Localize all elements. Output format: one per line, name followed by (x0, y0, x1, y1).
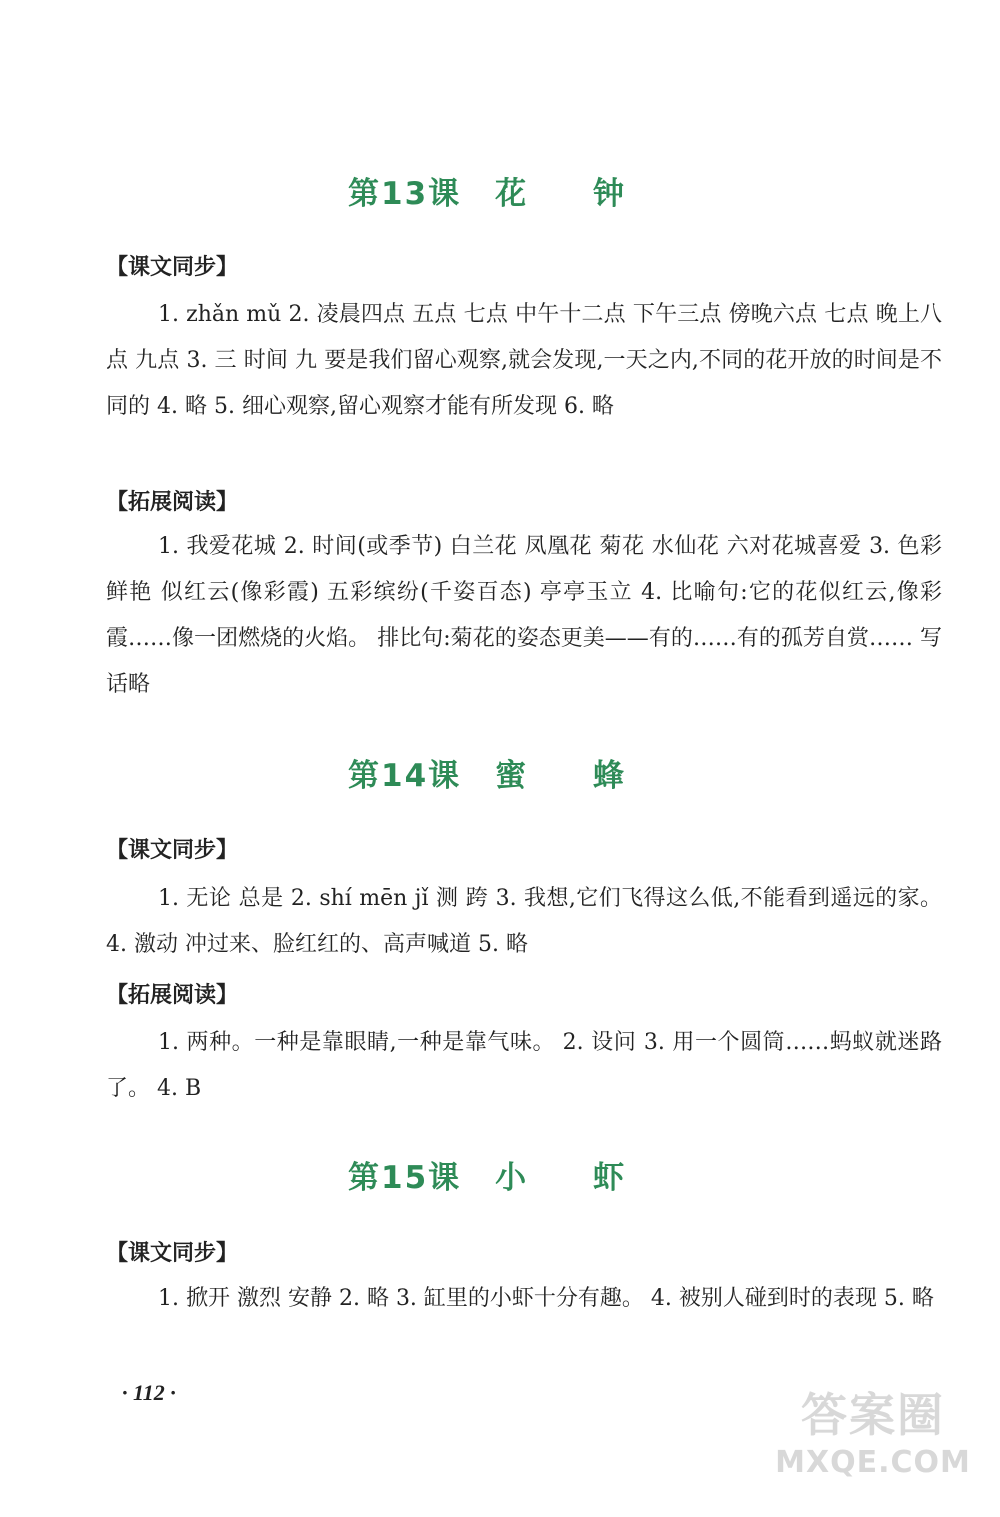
section-label: 【课文同步】 (106, 838, 239, 863)
lesson-15-title (0, 1152, 1000, 1197)
page-number: · 112 · (122, 1380, 176, 1405)
lesson-14-title (0, 750, 1000, 795)
answer-paragraph (106, 292, 942, 430)
lesson-name: 蜜 蜂 (495, 758, 652, 794)
answer-paragraph (106, 1020, 942, 1112)
watermark-line1: 答案圈 (801, 1388, 945, 1442)
answer-text: 1. zhǎn mǔ 2. 凌晨四点 五点 七点 中午十二点 下午三点 傍晚六点 七点 晚上八点 九点 3. 三 时间 九 要是我们留心观察,就会发现,一天之内,不同的花开放的时间是不同的 4. 略 5. 细心观察,留心观察才能有所发现 6. 略 (106, 302, 942, 419)
lesson-number: 第13课 (348, 176, 462, 212)
lesson-number: 第15课 (348, 1160, 462, 1196)
lesson-name: 小 虾 (495, 1160, 652, 1196)
watermark-line2: MXQE.COM (775, 1445, 971, 1480)
answer-paragraph (106, 1276, 942, 1322)
watermark-logo (768, 1379, 978, 1499)
answer-text: 1. 掀开 激烈 安静 2. 略 3. 缸里的小虾十分有趣。 4. 被别人碰到时的表现 5. 略 (158, 1286, 934, 1311)
section-label: 【课文同步】 (106, 1241, 239, 1266)
lesson-13-title (0, 168, 1000, 213)
answer-text: 1. 无论 总是 2. shí mēn jǐ 测 跨 3. 我想,它们飞得这么低,不能看到遥远的家。 4. 激动 冲过来、脸红红的、高声喊道 5. 略 (106, 886, 942, 957)
answer-text: 1. 两种。一种是靠眼睛,一种是靠气味。 2. 设问 3. 用一个圆筒……蚂蚁就迷路了。 4. B (106, 1030, 942, 1101)
section-label: 【拓展阅读】 (106, 490, 239, 515)
lesson-name: 花 钟 (495, 176, 652, 212)
answer-text: 1. 我爱花城 2. 时间(或季节) 白兰花 凤凰花 菊花 水仙花 六对花城喜爱 3. 色彩鲜艳 似红云(像彩霞) 五彩缤纷(千姿百态) 亭亭玉立 4. 比喻句:它的花似红云,像彩霞……像一团燃烧的火焰。 排比句:菊花的姿态更美——有的……有的孤芳自赏…… 写话略 (106, 534, 942, 697)
answer-paragraph (106, 524, 942, 708)
section-label: 【拓展阅读】 (106, 983, 239, 1008)
section-label: 【课文同步】 (106, 255, 239, 280)
lesson-number: 第14课 (348, 758, 462, 794)
answer-paragraph (106, 876, 942, 968)
